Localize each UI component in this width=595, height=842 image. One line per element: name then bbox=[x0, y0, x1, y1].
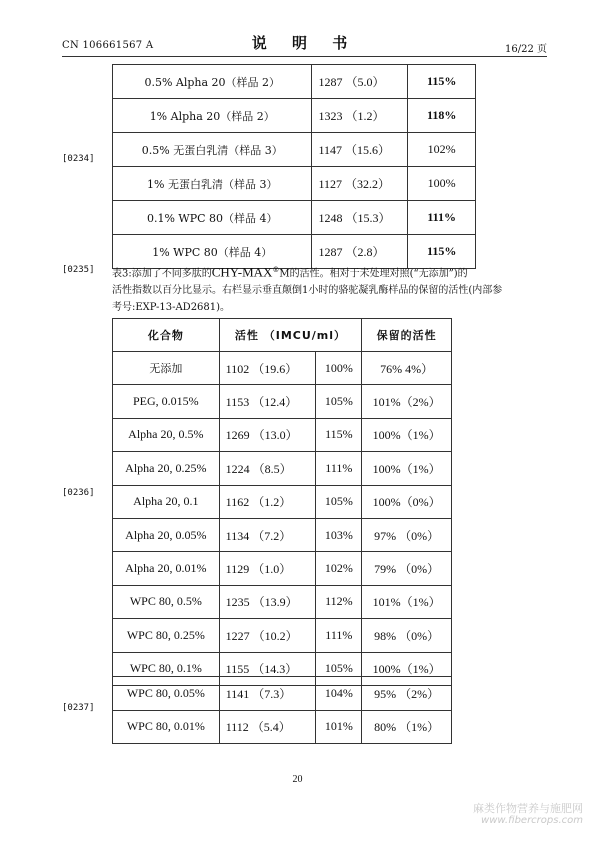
cell-retained-activity: 100%（0%） bbox=[362, 485, 452, 518]
caption-line3: 考号:EXP-13-AD2681)。 bbox=[112, 302, 231, 314]
table-caption bbox=[112, 262, 552, 316]
page-header bbox=[62, 32, 547, 56]
table-row bbox=[113, 385, 452, 418]
cell-retained-activity: 79% （0%） bbox=[362, 552, 452, 585]
cell-relative-activity: 100% bbox=[408, 167, 476, 201]
cell-relative-activity: 111% bbox=[408, 201, 476, 235]
cell-relative-activity: 105% bbox=[316, 385, 362, 418]
page-number: 20 bbox=[292, 774, 303, 785]
caption-part1: 表3:添加了不同多肽的 bbox=[112, 268, 212, 280]
cell-relative-activity: 111% bbox=[316, 619, 362, 652]
table-row bbox=[113, 710, 452, 744]
cell-activity: 1323 （1.2） bbox=[312, 99, 408, 133]
header-compound: 化合物 bbox=[113, 319, 220, 352]
cell-compound: WPC 80, 0.05% bbox=[113, 677, 220, 711]
cell-activity: 1127 （32.2） bbox=[312, 167, 408, 201]
para-num-0236: [0236] bbox=[62, 488, 95, 498]
table-1 bbox=[112, 64, 476, 269]
table-row bbox=[113, 485, 452, 518]
cell-activity: 1287 （5.0） bbox=[312, 65, 408, 99]
cell-relative-activity: 115% bbox=[408, 235, 476, 269]
cell-activity: 1235 （13.9） bbox=[219, 585, 316, 618]
table-row bbox=[113, 518, 452, 551]
cell-sample: 1% WPC 80（样品 4） bbox=[113, 235, 312, 269]
table-3 bbox=[112, 676, 452, 744]
cell-relative-activity: 118% bbox=[408, 99, 476, 133]
cell-relative-activity: 115% bbox=[408, 65, 476, 99]
cell-activity: 1155 （14.3） bbox=[219, 652, 316, 685]
cell-sample: 1% 无蛋白乳清（样品 3） bbox=[113, 167, 312, 201]
cell-compound: 无添加 bbox=[113, 352, 220, 385]
table-row bbox=[113, 585, 452, 618]
caption-reg: ® bbox=[272, 266, 280, 274]
cell-relative-activity: 105% bbox=[316, 485, 362, 518]
cell-retained-activity: 101%（1%） bbox=[362, 585, 452, 618]
cell-compound: Alpha 20, 0.05% bbox=[113, 518, 220, 551]
cell-relative-activity: 102% bbox=[408, 133, 476, 167]
cell-compound: Alpha 20, 0.25% bbox=[113, 452, 220, 485]
table-row bbox=[113, 619, 452, 652]
doc-title: 说 明 书 bbox=[251, 34, 358, 52]
cell-retained-activity: 100%（1%） bbox=[362, 652, 452, 685]
table-row bbox=[113, 201, 476, 235]
cell-compound: WPC 80, 0.25% bbox=[113, 619, 220, 652]
cell-sample: 0.1% WPC 80（样品 4） bbox=[113, 201, 312, 235]
caption-line2: 活性指数以百分比显示。右栏显示垂直颠倒1小时的骆驼凝乳酶样品的保留的活性(内部参 bbox=[112, 285, 503, 297]
header-retained: 保留的活性 bbox=[362, 319, 452, 352]
cell-retained-activity: 98% （0%） bbox=[362, 619, 452, 652]
cell-retained-activity: 95% （2%） bbox=[362, 677, 452, 711]
cell-relative-activity: 104% bbox=[316, 677, 362, 711]
cell-compound: Alpha 20, 0.01% bbox=[113, 552, 220, 585]
cell-relative-activity: 102% bbox=[316, 552, 362, 585]
cell-relative-activity: 103% bbox=[316, 518, 362, 551]
table-row bbox=[113, 552, 452, 585]
table-row bbox=[113, 352, 452, 385]
header-rule bbox=[62, 56, 547, 57]
cell-retained-activity: 100%（1%） bbox=[362, 452, 452, 485]
cell-relative-activity: 112% bbox=[316, 585, 362, 618]
cell-activity: 1129 （1.0） bbox=[219, 552, 316, 585]
caption-part2: M的活性。相对于未处理对照(“无添加”)的 bbox=[279, 268, 468, 280]
cell-sample: 1% Alpha 20（样品 2） bbox=[113, 99, 312, 133]
cell-activity: 1141 （7.3） bbox=[219, 677, 316, 711]
para-num-0235: [0235] bbox=[62, 265, 95, 275]
cell-relative-activity: 100% bbox=[316, 352, 362, 385]
para-num-0234: [0234] bbox=[62, 154, 95, 164]
cell-relative-activity: 101% bbox=[316, 710, 362, 744]
table-row bbox=[113, 99, 476, 133]
cell-sample: 0.5% Alpha 20（样品 2） bbox=[113, 65, 312, 99]
cell-activity: 1227 （10.2） bbox=[219, 619, 316, 652]
cell-retained-activity: 80% （1%） bbox=[362, 710, 452, 744]
watermark-text: 麻类作物营养与施肥网 bbox=[473, 802, 583, 815]
cell-activity: 1287 （2.8） bbox=[312, 235, 408, 269]
cell-activity: 1269 （13.0） bbox=[219, 418, 316, 451]
table-row bbox=[113, 167, 476, 201]
cell-compound: WPC 80, 0.5% bbox=[113, 585, 220, 618]
cell-activity: 1248 （15.3） bbox=[312, 201, 408, 235]
cell-compound: WPC 80, 0.01% bbox=[113, 710, 220, 744]
watermark-url: www.fibercrops.com bbox=[481, 815, 583, 826]
cell-activity: 1224 （8.5） bbox=[219, 452, 316, 485]
cell-activity: 1102 （19.6） bbox=[219, 352, 316, 385]
cell-compound: Alpha 20, 0.1 bbox=[113, 485, 220, 518]
page-info: 16/22 页 bbox=[505, 44, 547, 55]
header-activity: 活性 （IMCU/ml） bbox=[219, 319, 362, 352]
cell-relative-activity: 115% bbox=[316, 418, 362, 451]
caption-product: CHY-MAX bbox=[211, 264, 273, 280]
cell-retained-activity: 101%（2%） bbox=[362, 385, 452, 418]
cell-compound: WPC 80, 0.1% bbox=[113, 652, 220, 685]
cell-retained-activity: 76% 4%） bbox=[362, 352, 452, 385]
cell-activity: 1153 （12.4） bbox=[219, 385, 316, 418]
cell-activity: 1112 （5.4） bbox=[219, 710, 316, 744]
cell-relative-activity: 105% bbox=[316, 652, 362, 685]
cell-compound: Alpha 20, 0.5% bbox=[113, 418, 220, 451]
cell-retained-activity: 100%（1%） bbox=[362, 418, 452, 451]
cell-compound: PEG, 0.015% bbox=[113, 385, 220, 418]
cell-activity: 1162 （1.2） bbox=[219, 485, 316, 518]
cell-retained-activity: 97% （0%） bbox=[362, 518, 452, 551]
cell-sample: 0.5% 无蛋白乳清（样品 3） bbox=[113, 133, 312, 167]
table-2 bbox=[112, 318, 452, 686]
table-row bbox=[113, 452, 452, 485]
cell-activity: 1134 （7.2） bbox=[219, 518, 316, 551]
cell-activity: 1147 （15.6） bbox=[312, 133, 408, 167]
para-num-0237: [0237] bbox=[62, 703, 95, 713]
doc-number: CN 106661567 A bbox=[62, 40, 154, 51]
table-row bbox=[113, 65, 476, 99]
table-row bbox=[113, 418, 452, 451]
table-row bbox=[113, 677, 452, 711]
table-row bbox=[113, 133, 476, 167]
cell-relative-activity: 111% bbox=[316, 452, 362, 485]
